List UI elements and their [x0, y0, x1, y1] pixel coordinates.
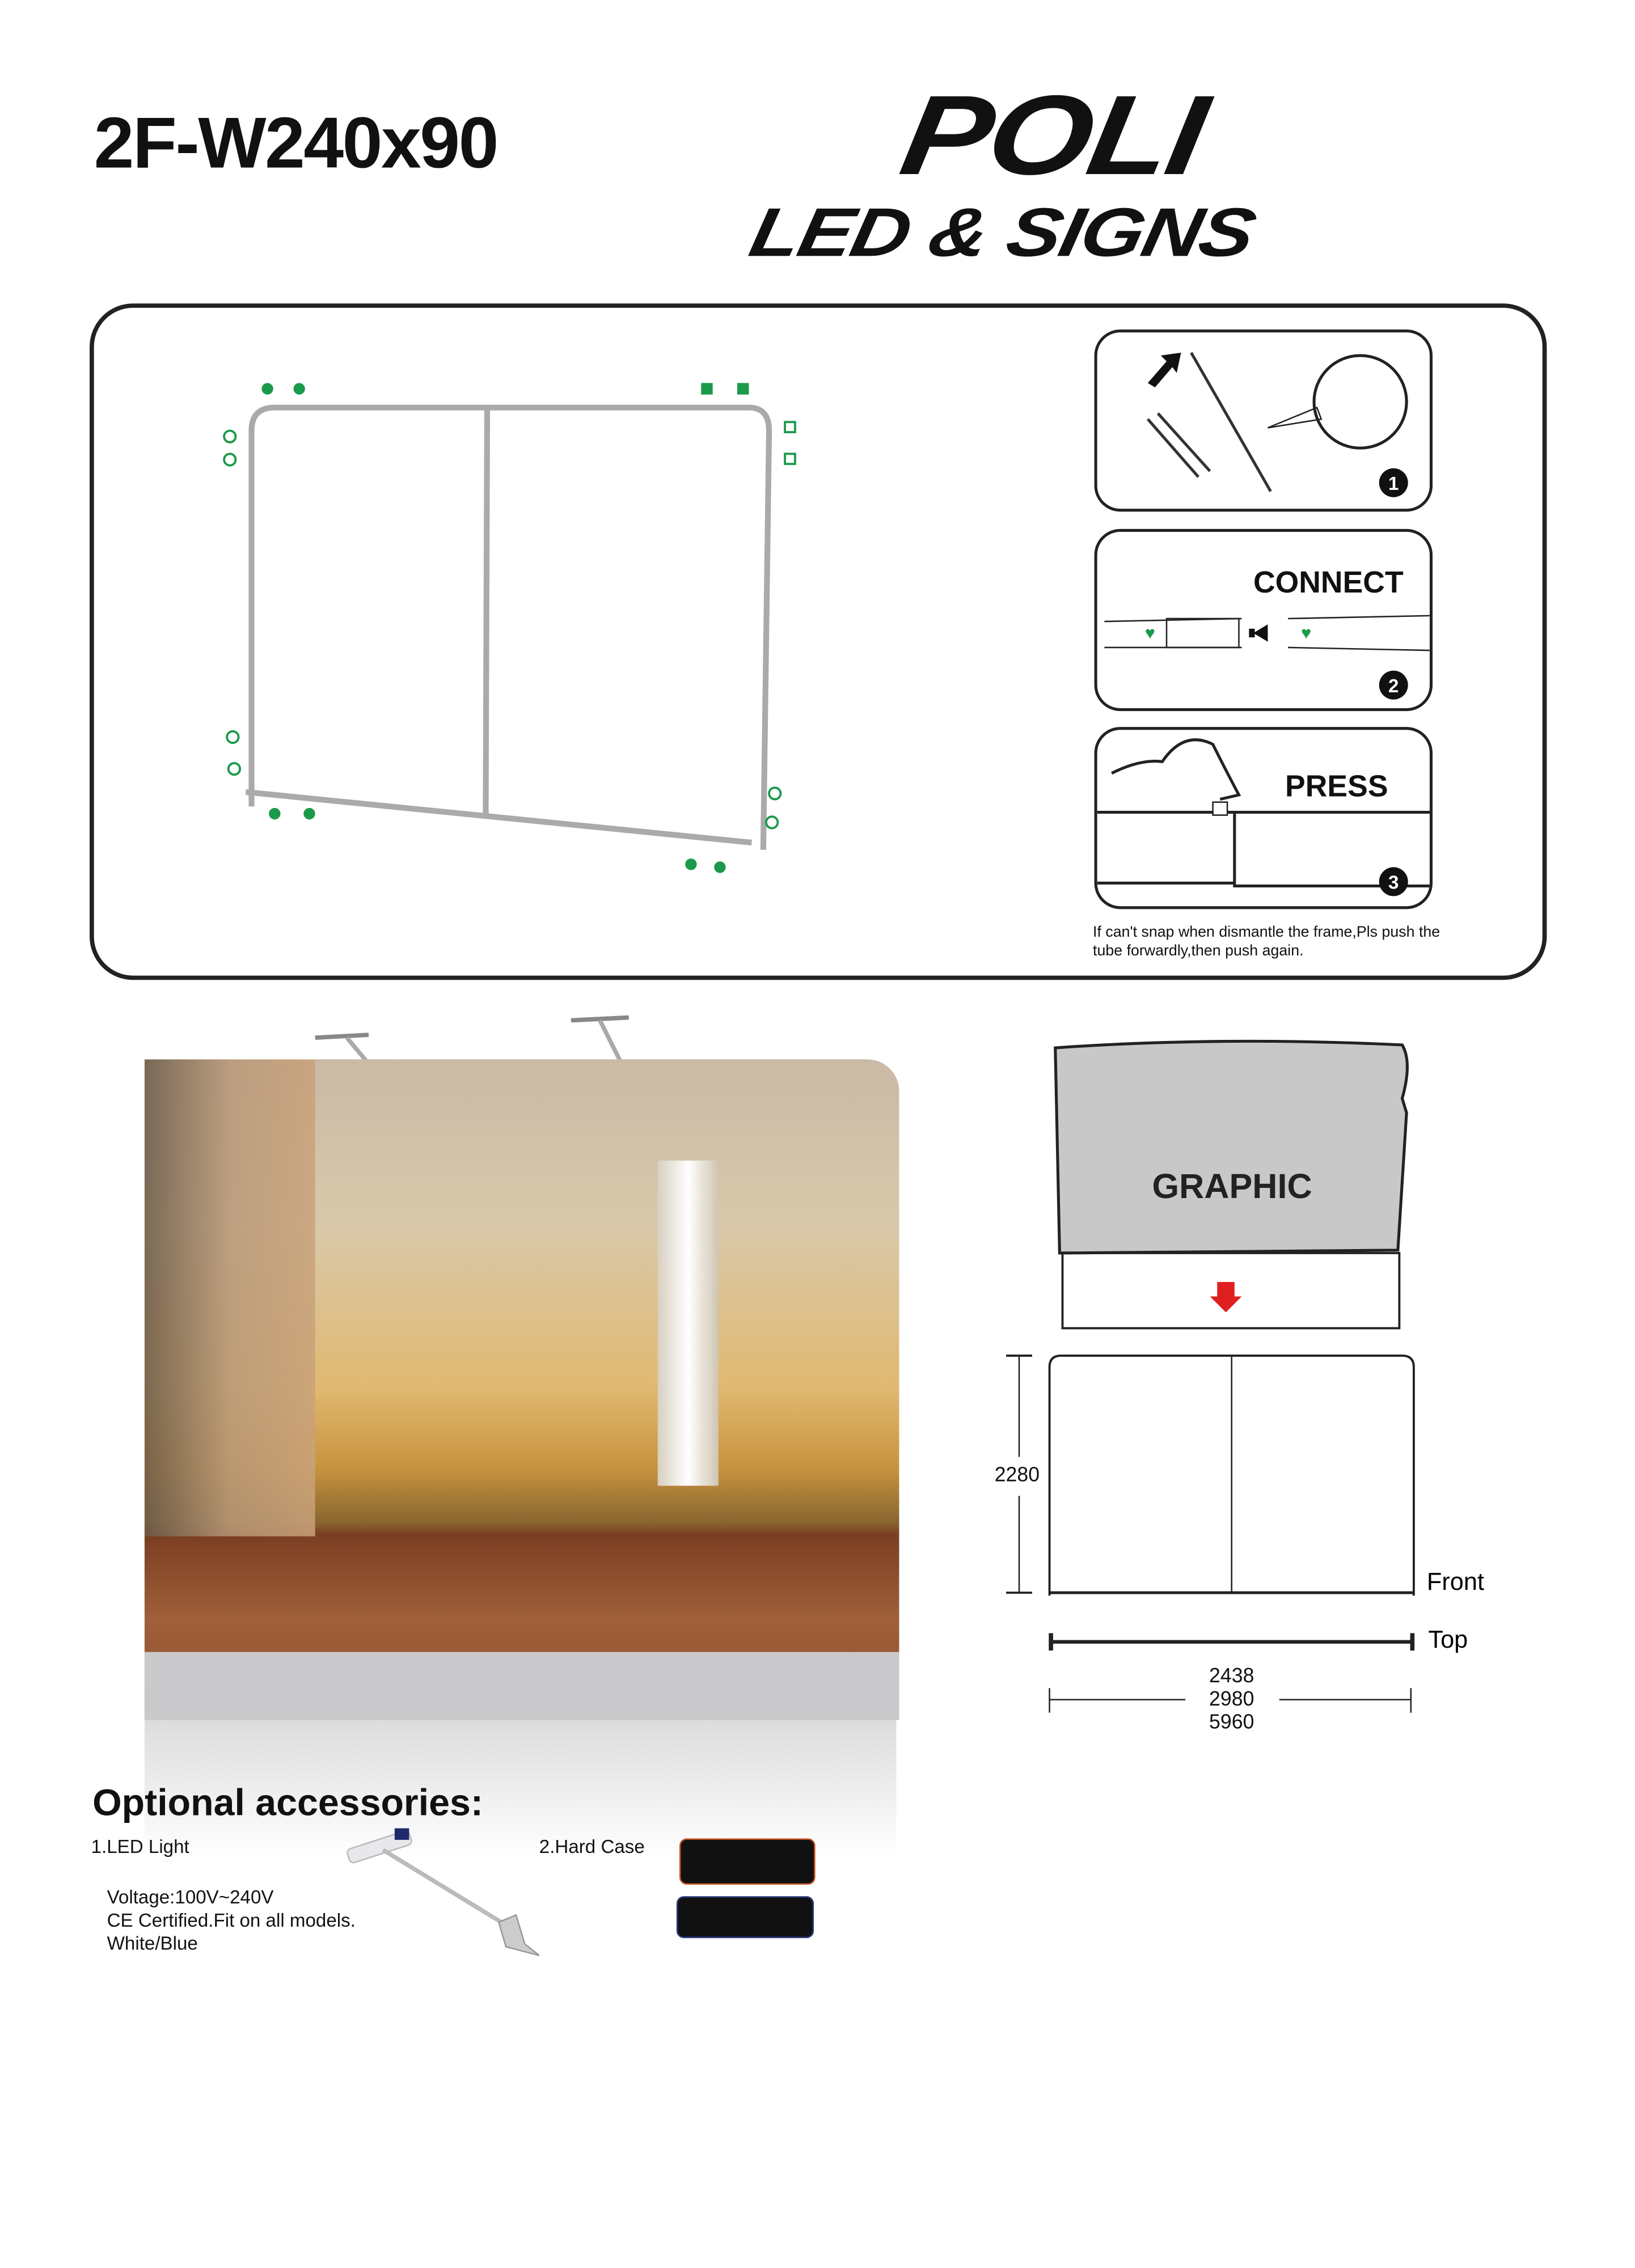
spec-line: Voltage:100V~240V	[107, 1886, 274, 1908]
svg-text:♥: ♥	[1144, 623, 1155, 643]
width-value: 2438	[1209, 1663, 1254, 1687]
spec-line: White/Blue	[107, 1932, 198, 1954]
graphic-label: GRAPHIC	[1152, 1167, 1312, 1207]
svg-text:♥: ♥	[1301, 623, 1312, 643]
lighthouse	[658, 1161, 719, 1486]
accessory-hard-case: 2.Hard Case	[539, 1835, 645, 1857]
frame-diagram	[217, 373, 809, 879]
figure-silhouette	[145, 1059, 315, 1536]
step-2-box	[1095, 529, 1433, 711]
top-view-label: Top	[1428, 1626, 1468, 1654]
step-3-label: PRESS	[1285, 770, 1388, 804]
step-3-box	[1095, 727, 1433, 909]
led-light-image	[340, 1828, 550, 1958]
step-1-box	[1095, 329, 1433, 511]
disassemble-illustration	[1097, 332, 1430, 509]
hard-case-image-1	[679, 1838, 816, 1885]
step-2-label: CONNECT	[1253, 566, 1404, 600]
banner-photo	[145, 1059, 899, 1720]
height-dimension: 2280	[994, 1462, 1040, 1486]
model-title: 2F-W240x90	[94, 102, 497, 184]
width-value: 2980	[1209, 1686, 1254, 1710]
led-specs	[107, 1886, 356, 1955]
arrow-down-icon	[1210, 1282, 1242, 1313]
banner-base	[145, 1652, 899, 1720]
spec-line: CE Certified.Fit on all models.	[107, 1909, 356, 1931]
hard-case-image-2	[677, 1896, 814, 1938]
accessories-heading: Optional accessories:	[92, 1780, 483, 1824]
dismantle-note: If can't snap when dismantle the frame,Pls push the tube forwardly,then push again.	[1093, 923, 1440, 960]
accessory-led-light: 1.LED Light	[91, 1835, 189, 1857]
connect-illustration	[1097, 532, 1430, 708]
width-value: 5960	[1209, 1710, 1254, 1733]
step-number: 2	[1388, 675, 1399, 697]
logo-poli: POLI	[892, 73, 1214, 199]
front-view-label: Front	[1426, 1568, 1485, 1596]
logo-led-signs: LED & SIGNS	[743, 193, 1262, 271]
press-illustration	[1097, 730, 1430, 906]
width-dimensions	[1185, 1664, 1278, 1733]
step-number: 3	[1388, 872, 1399, 894]
step-number: 1	[1388, 473, 1399, 495]
